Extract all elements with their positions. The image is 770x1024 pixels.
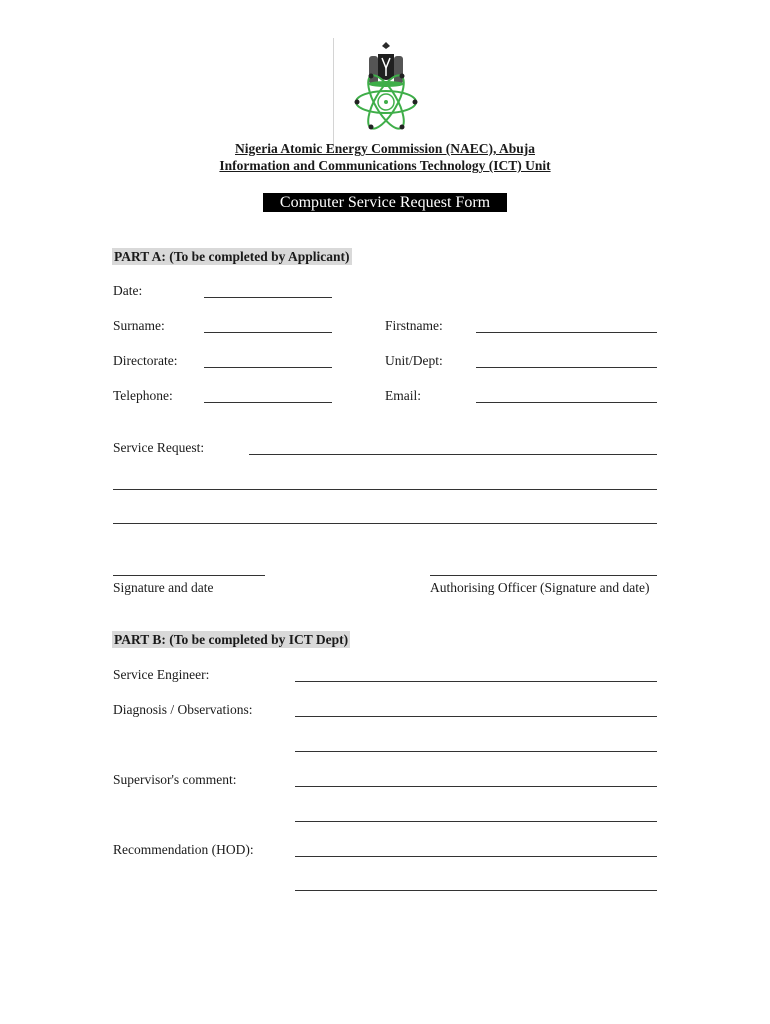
directorate-field[interactable] <box>204 367 332 368</box>
email-label: Email: <box>385 388 421 403</box>
authorising-officer-label: Authorising Officer (Signature and date) <box>430 580 650 595</box>
email-field[interactable] <box>476 402 657 403</box>
service-request-label: Service Request: <box>113 440 205 455</box>
firstname-label: Firstname: <box>385 318 443 333</box>
naec-logo-icon <box>347 36 425 134</box>
telephone-field[interactable] <box>204 402 332 403</box>
recommendation-field-line-1[interactable] <box>295 856 657 857</box>
unit-dept-label: Unit/Dept: <box>385 353 443 368</box>
service-engineer-field[interactable] <box>295 681 657 682</box>
signature-date-label: Signature and date <box>113 580 214 595</box>
surname-field[interactable] <box>204 332 332 333</box>
page-divider-line <box>333 38 334 148</box>
applicant-signature-field[interactable] <box>113 575 265 576</box>
firstname-field[interactable] <box>476 332 657 333</box>
recommendation-label: Recommendation (HOD): <box>113 842 254 857</box>
diagnosis-label: Diagnosis / Observations: <box>113 702 253 717</box>
supervisor-comment-field-line-1[interactable] <box>295 786 657 787</box>
diagnosis-field-line-2[interactable] <box>295 751 657 752</box>
unit-name: Information and Communications Technology (ICT) Unit <box>219 158 551 173</box>
service-request-field-line-3[interactable] <box>113 523 657 524</box>
unit-dept-field[interactable] <box>476 367 657 368</box>
recommendation-field-line-2[interactable] <box>295 890 657 891</box>
service-request-field-line-1[interactable] <box>249 454 657 455</box>
date-label: Date: <box>113 283 143 298</box>
part-a-heading: PART A: (To be completed by Applicant) <box>114 249 350 264</box>
form-title: Computer Service Request Form <box>263 193 507 212</box>
supervisor-comment-label: Supervisor's comment: <box>113 772 237 787</box>
service-request-field-line-2[interactable] <box>113 489 657 490</box>
surname-label: Surname: <box>113 318 165 333</box>
telephone-label: Telephone: <box>113 388 173 403</box>
supervisor-comment-field-line-2[interactable] <box>295 821 657 822</box>
organization-name: Nigeria Atomic Energy Commission (NAEC), Abuja <box>235 141 535 156</box>
part-b-heading: PART B: (To be completed by ICT Dept) <box>114 632 349 647</box>
diagnosis-field-line-1[interactable] <box>295 716 657 717</box>
date-field[interactable] <box>204 297 332 298</box>
service-engineer-label: Service Engineer: <box>113 667 210 682</box>
authorising-officer-signature-field[interactable] <box>430 575 657 576</box>
directorate-label: Directorate: <box>113 353 178 368</box>
